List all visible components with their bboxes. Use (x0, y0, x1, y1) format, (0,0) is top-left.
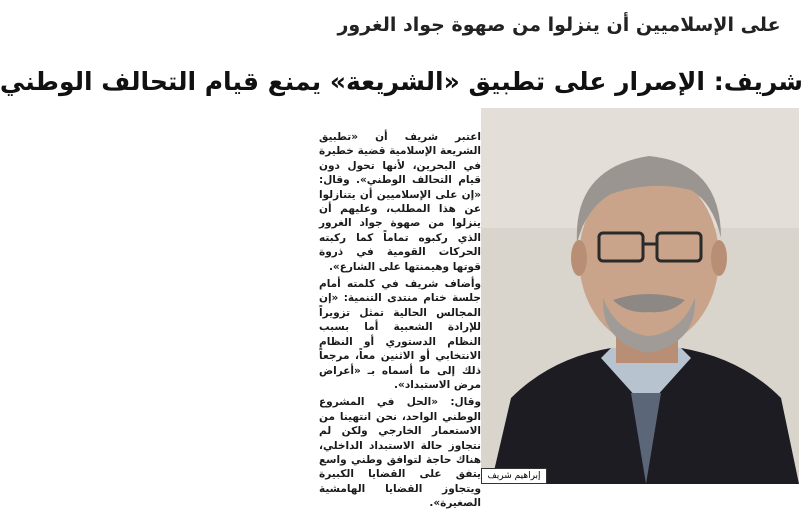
kicker-subheadline: على الإسلاميين أن ينزلوا من صهوة جواد الغرور (337, 14, 781, 36)
photo-caption: إبراهيم شريف (481, 468, 547, 484)
portrait-photo (481, 108, 799, 484)
article-paragraph: وأضاف شريف في كلمته أمام جلسة ختام منتدى التنمية: «إن المجالس الحالية تمثل تزويراً للإرادة الشعبية أما بسبب النظام الدستوري أو النظام الانتخابي أو الاثنين معاً، مرجعاً ذلك إلى ما أسماه بـ «أعراض مرض الاستبداد». (319, 278, 481, 391)
article-column-left (319, 130, 481, 510)
article-paragraph: وقال: «الحل في المشروع الوطني الواحد، نحن انتهينا من الاستعمار الخارجي ولكن لم نتجاوز حالة الاستبداد الداخلي، هناك حاجة لتوافق وطني واسع يتفق على القضايا الكبيرة ويتجاوز القضايا الهامشية الصغيرة». (319, 396, 481, 510)
ear-right (711, 240, 727, 276)
portrait-illustration (481, 108, 799, 484)
ear-left (571, 240, 587, 276)
headline: شريف: الإصرار على تطبيق «الشريعة» يمنع قيام التحالف الوطني (0, 67, 803, 96)
article-paragraph: اعتبر شريف أن «تطبيق الشريعة الإسلامية قضية خطيرة في البحرين، لأنها تحول دون قيام التحالف الوطني». وقال: «إن على الإسلاميين أن يتنازلوا عن هذا المطلب، وعليهم أن ينزلوا من صهوة جواد الغرور الذي ركبوه تماماً كما ركبته الحركات القومية في ذروة قوتها وهيمنتها على الشارع». (319, 131, 481, 273)
